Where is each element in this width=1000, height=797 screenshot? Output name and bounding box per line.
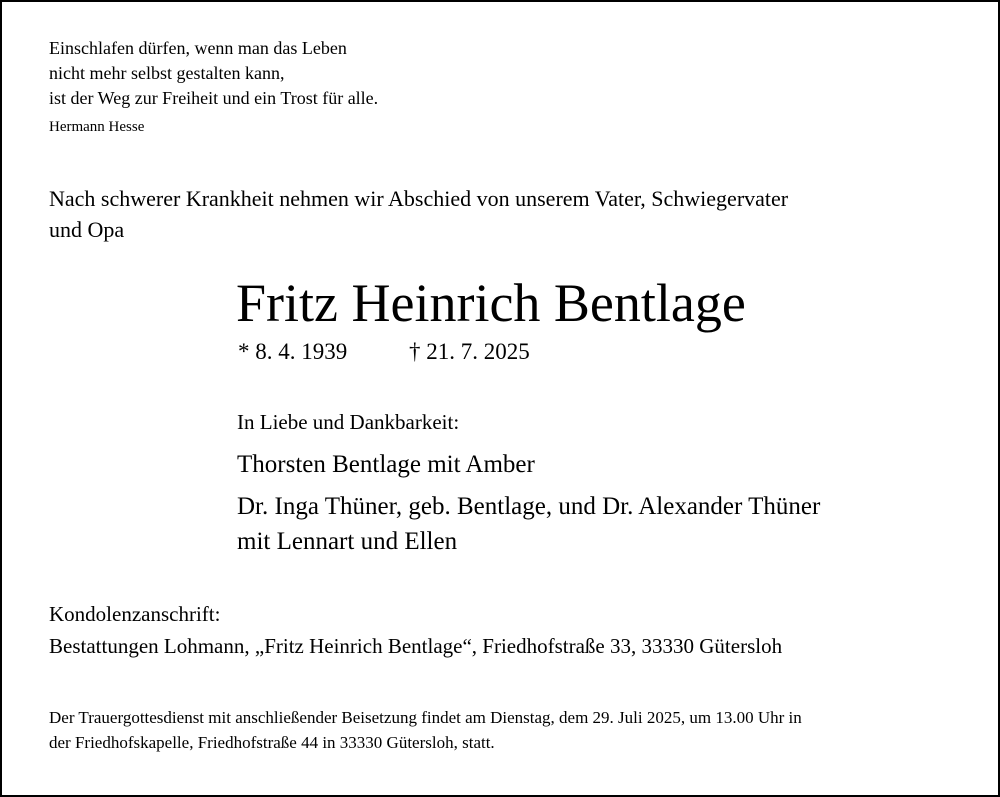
mourners-heading: In Liebe und Dankbarkeit: <box>237 410 460 434</box>
death-date: † 21. 7. 2025 <box>409 339 530 364</box>
service-line: der Friedhofskapelle, Friedhofstraße 44 in 33330 Gütersloh, statt. <box>49 733 495 752</box>
birth-date: * 8. 4. 1939 <box>238 339 348 364</box>
intro-line: und Opa <box>49 217 125 242</box>
condolence-address: Bestattungen Lohmann, „Fritz Heinrich Bentlage“, Friedhofstraße 33, 33330 Gütersloh <box>49 634 783 658</box>
quote-line: ist der Weg zur Freiheit und ein Trost für alle. <box>49 88 379 108</box>
condolence-heading: Kondolenzanschrift: <box>49 602 221 626</box>
mourner-line: Thorsten Bentlage mit Amber <box>237 451 535 478</box>
intro-line: Nach schwerer Krankheit nehmen wir Abschied von unserem Vater, Schwiegervater <box>49 186 789 211</box>
mourner-line: mit Lennart und Ellen <box>237 528 458 555</box>
service-line: Der Trauergottesdienst mit anschließender Beisetzung findet am Dienstag, dem 29. Juli 2025, um 13.00 Uhr in <box>49 708 802 727</box>
quote-line: nicht mehr selbst gestalten kann, <box>49 63 285 83</box>
quote-line: Einschlafen dürfen, wenn man das Leben <box>49 38 347 58</box>
mourner-line: Dr. Inga Thüner, geb. Bentlage, und Dr. Alexander Thüner <box>237 493 821 520</box>
deceased-name: Fritz Heinrich Bentlage <box>236 273 746 333</box>
quote-author: Hermann Hesse <box>49 119 145 135</box>
